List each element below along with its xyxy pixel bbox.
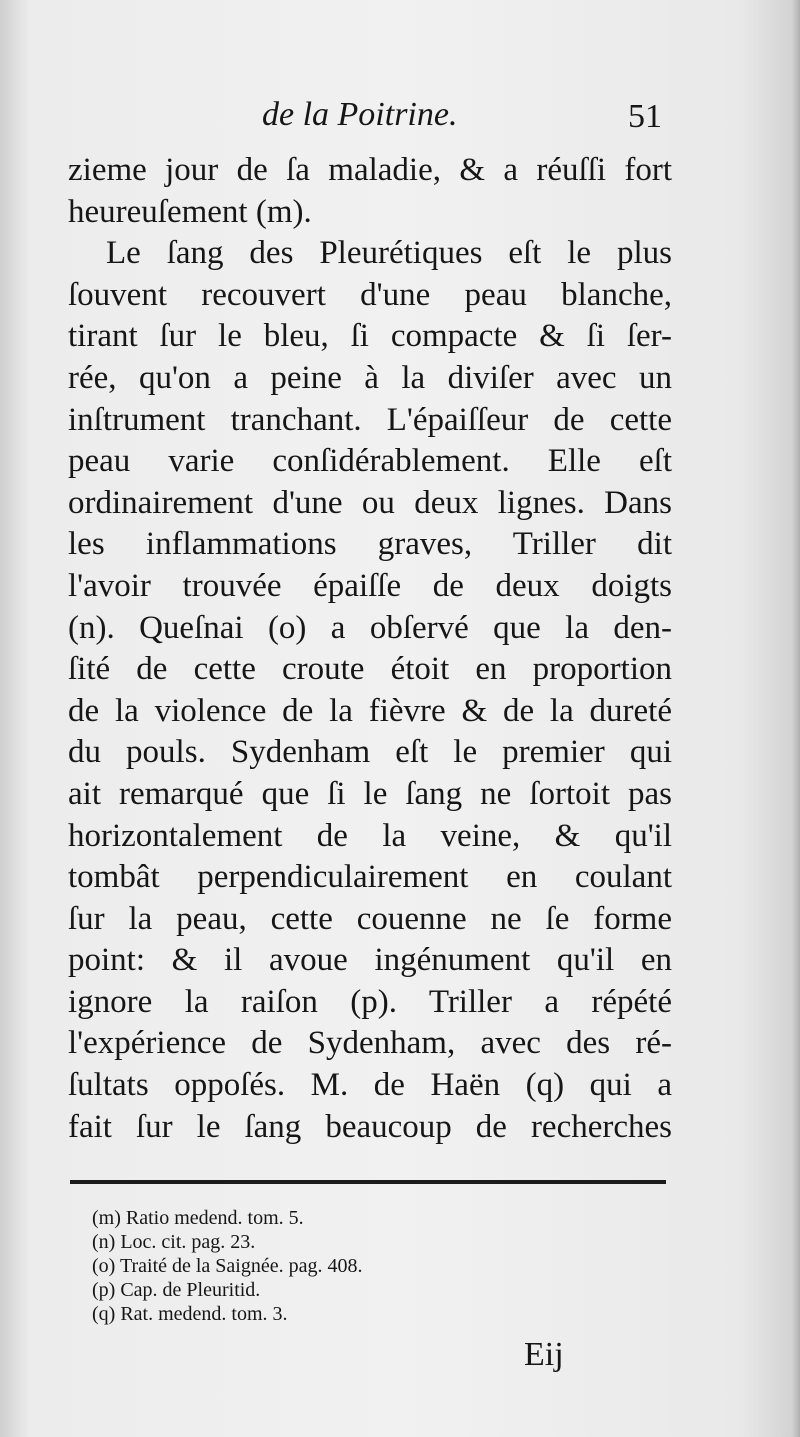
text-line: (n). Queſnai (o) a obſervé que la den- xyxy=(68,609,672,646)
running-title: de la Poitrine. xyxy=(262,96,458,133)
page-edge-shadow xyxy=(792,0,800,1437)
text-line: de la violence de la fièvre & de la dureté xyxy=(68,692,672,729)
text-line: fait ſur le ſang beaucoup de recherches xyxy=(68,1108,672,1145)
text-line: l'expérience de Sydenham, avec des ré- xyxy=(68,1025,672,1062)
text-line: heureuſement (m). xyxy=(68,193,312,230)
text-line: tombât perpendiculairement en coulant xyxy=(68,859,672,896)
text-line: l'avoir trouvée épaiſſe de deux doigts xyxy=(68,567,672,604)
text-line: ſité de cette croute étoit en proportion xyxy=(68,651,672,688)
text-line: les inflammations graves, Triller dit xyxy=(68,526,672,563)
text-line: peau varie conſidérablement. Elle eſt xyxy=(68,443,672,480)
running-head xyxy=(0,96,800,140)
text-line: zieme jour de ſa maladie, & a réuſſi fort xyxy=(68,152,672,188)
text-line: ait remarqué que ſi le ſang ne ſortoit pas xyxy=(68,775,672,812)
footnote: (p) Cap. de Pleuritid. xyxy=(92,1279,261,1301)
text-line: horizontalement de la veine, & qu'il xyxy=(68,817,672,854)
text-line: tirant ſur le bleu, ſi compacte & ſi ſer- xyxy=(68,318,672,355)
text-line: ordinairement d'une ou deux lignes. Dans xyxy=(68,484,672,521)
text-line: ſur la peau, cette couenne ne ſe forme xyxy=(68,900,672,937)
text-line: du pouls. Sydenham eſt le premier qui xyxy=(68,734,672,771)
body-text xyxy=(68,150,672,1148)
footnote-rule xyxy=(70,1180,666,1184)
paragraph-start-line: Le ſang des Pleurétiques eſt le plus xyxy=(106,235,672,272)
footnote: (q) Rat. medend. tom. 3. xyxy=(92,1303,288,1325)
text-line: ſultats oppoſés. M. de Haën (q) qui a xyxy=(68,1067,672,1104)
signature-mark: Eij xyxy=(524,1336,564,1373)
footnotes xyxy=(92,1206,592,1326)
footnote: (m) Ratio medend. tom. 5. xyxy=(92,1207,304,1229)
page-number: 51 xyxy=(628,98,662,135)
text-line: ſouvent recouvert d'une peau blanche, xyxy=(68,276,672,313)
footnote: (o) Traité de la Saignée. pag. 408. xyxy=(92,1255,363,1277)
footnote: (n) Loc. cit. pag. 23. xyxy=(92,1231,256,1253)
text-line: rée, qu'on a peine à la diviſer avec un xyxy=(68,359,672,396)
text-line: point: & il avoue ingénument qu'il en xyxy=(68,942,672,979)
text-line: ignore la raiſon (p). Triller a répété xyxy=(68,983,672,1020)
text-line: inſtrument tranchant. L'épaiſſeur de cette xyxy=(68,401,672,438)
